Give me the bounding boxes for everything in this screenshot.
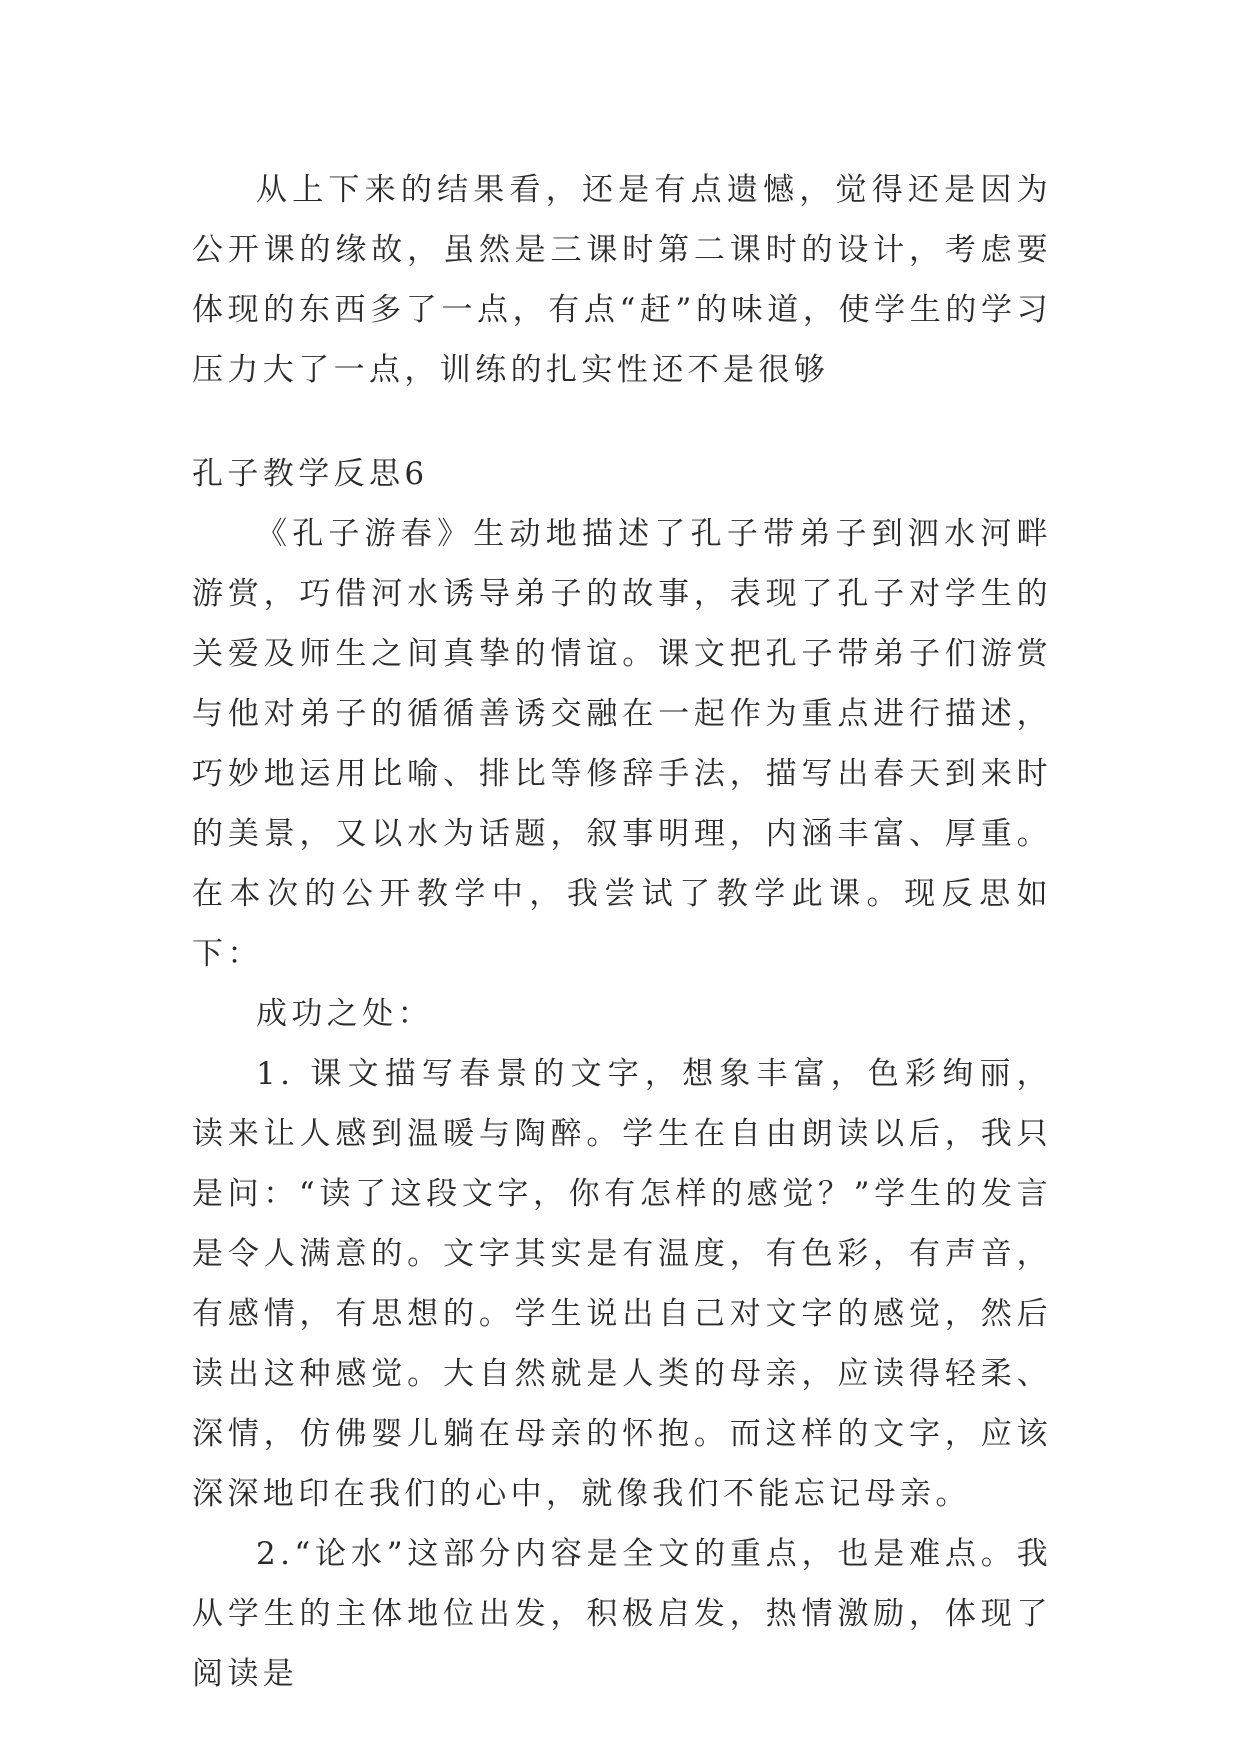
body-paragraph-1: 《孔子游春》生动地描述了孔子带弟子到泗水河畔游赏，巧借河水诱导弟子的故事，表现了孔子对学生的关爱及师生之间真挚的情谊。课文把孔子带弟子们游赏与他对弟子的循循善诱交融在一起作为重点进行描述，巧妙地运用比喻、排比等修辞手法，描写出春天到来时的美景，又以水为话题，叙事明理，内涵丰富、厚重。在本次的公开教学中，我尝试了教学此课。现反思如下：	[192, 516, 1052, 972]
section-title: 孔子教学反思6	[192, 456, 429, 492]
body-paragraph-2: 成功之处：	[256, 996, 433, 1032]
paragraph-gap	[192, 400, 1052, 444]
intro-paragraph: 从上下来的结果看，还是有点遗憾，觉得还是因为公开课的缘故，虽然是三课时第二课时的设计，考虑要体现的东西多了一点，有点“赶”的味道，使学生的学习压力大了一点，训练的扎实性还不是很够	[192, 172, 1052, 388]
body-paragraph-3: 1. 课文描写春景的文字，想象丰富，色彩绚丽，读来让人感到温暖与陶醉。学生在自由朗读以后，我只是问：“读了这段文字，你有怎样的感觉？”学生的发言是令人满意的。文字其实是有温度，有色彩，有声音，有感情，有思想的。学生说出自己对文字的感觉，然后读出这种感觉。大自然就是人类的母亲，应读得轻柔、深情，仿佛婴儿躺在母亲的怀抱。而这样的文字，应该深深地印在我们的心中，就像我们不能忘记母亲。	[192, 1056, 1052, 1512]
body-paragraph-4: 2.“论水”这部分内容是全文的重点，也是难点。我从学生的主体地位出发，积极启发，热情激励，体现了阅读是	[192, 1536, 1052, 1692]
document-page	[192, 160, 1052, 1704]
